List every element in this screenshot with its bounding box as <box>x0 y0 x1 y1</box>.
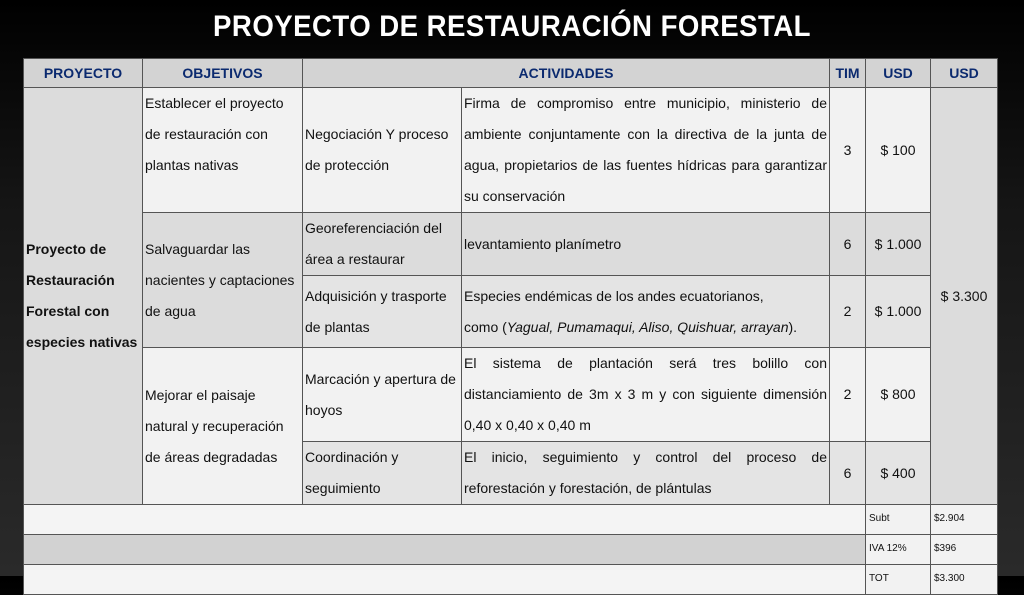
header-usd: USD <box>866 59 931 88</box>
detalle-cell <box>462 276 830 348</box>
table-row <box>24 348 998 442</box>
summary-value: $396 <box>931 535 998 565</box>
detalle-cell: El sistema de plantación será tres bolillo con distanciamiento de 3m x 3 m y con siguiente dimensión 0,40 x 0,40 x 0,40 m <box>462 348 830 442</box>
proyecto-cell: Proyecto de Restauración Forestal con especies nativas <box>24 88 143 505</box>
tim-cell: 6 <box>830 442 866 505</box>
usd-cell: $ 100 <box>866 88 931 213</box>
objetivo-cell: Establecer el proyecto de restauración con plantas nativas <box>143 88 303 213</box>
summary-label: TOT <box>866 565 931 595</box>
detalle-prefix: como ( <box>464 318 507 335</box>
summary-spacer <box>24 535 866 565</box>
usd-cell: $ 400 <box>866 442 931 505</box>
detalle-cell: Firma de compromiso entre municipio, ministerio de ambiente conjuntamente con la directiva de la junta de agua, propietarios de las fuentes hídricas para garantizar su conservación <box>462 88 830 213</box>
tim-cell: 6 <box>830 213 866 276</box>
detalle-line1: Especies endémicas de los andes ecuatorianos, <box>464 287 764 304</box>
summary-spacer <box>24 505 866 535</box>
summary-spacer <box>24 565 866 595</box>
header-row <box>24 59 998 88</box>
usd-cell: $ 1.000 <box>866 276 931 348</box>
actividad-cell: Marcación y apertura de hoyos <box>303 348 462 442</box>
budget-table <box>23 58 998 595</box>
summary-value: $2.904 <box>931 505 998 535</box>
usd-cell: $ 800 <box>866 348 931 442</box>
total-usd-cell: $ 3.300 <box>931 88 998 505</box>
summary-label: IVA 12% <box>866 535 931 565</box>
actividad-cell: Negociación Y proceso de protección <box>303 88 462 213</box>
header-usd-total: USD <box>931 59 998 88</box>
page-title: PROYECTO DE RESTAURACIÓN FORESTAL <box>213 10 811 43</box>
actividad-cell: Coordinación y seguimiento <box>303 442 462 505</box>
header-actividades: ACTIVIDADES <box>303 59 830 88</box>
objetivo-cell: Salvaguardar las nacientes y captaciones de agua <box>143 213 303 348</box>
detalle-cell: levantamiento planímetro <box>462 213 830 276</box>
table-row <box>24 88 998 213</box>
summary-row <box>24 535 998 565</box>
tim-cell: 2 <box>830 276 866 348</box>
table-row <box>24 213 998 276</box>
actividad-cell: Adquisición y trasporte de plantas <box>303 276 462 348</box>
summary-value: $3.300 <box>931 565 998 595</box>
summary-label: Subt <box>866 505 931 535</box>
tim-cell: 3 <box>830 88 866 213</box>
header-proyecto: PROYECTO <box>24 59 143 88</box>
objetivo-cell: Mejorar el paisaje natural y recuperación de áreas degradadas <box>143 348 303 505</box>
detalle-suffix: ). <box>788 318 798 335</box>
header-objetivos: OBJETIVOS <box>143 59 303 88</box>
usd-cell: $ 1.000 <box>866 213 931 276</box>
header-tim: TIM <box>830 59 866 88</box>
species-list: Yagual, Pumamaqui, Aliso, Quishuar, arrayan <box>506 318 789 335</box>
detalle-cell: El inicio, seguimiento y control del proceso de reforestación y forestación, de plántulas <box>462 442 830 505</box>
tim-cell: 2 <box>830 348 866 442</box>
actividad-cell: Georeferenciación del área a restaurar <box>303 213 462 276</box>
summary-row <box>24 565 998 595</box>
summary-row <box>24 505 998 535</box>
